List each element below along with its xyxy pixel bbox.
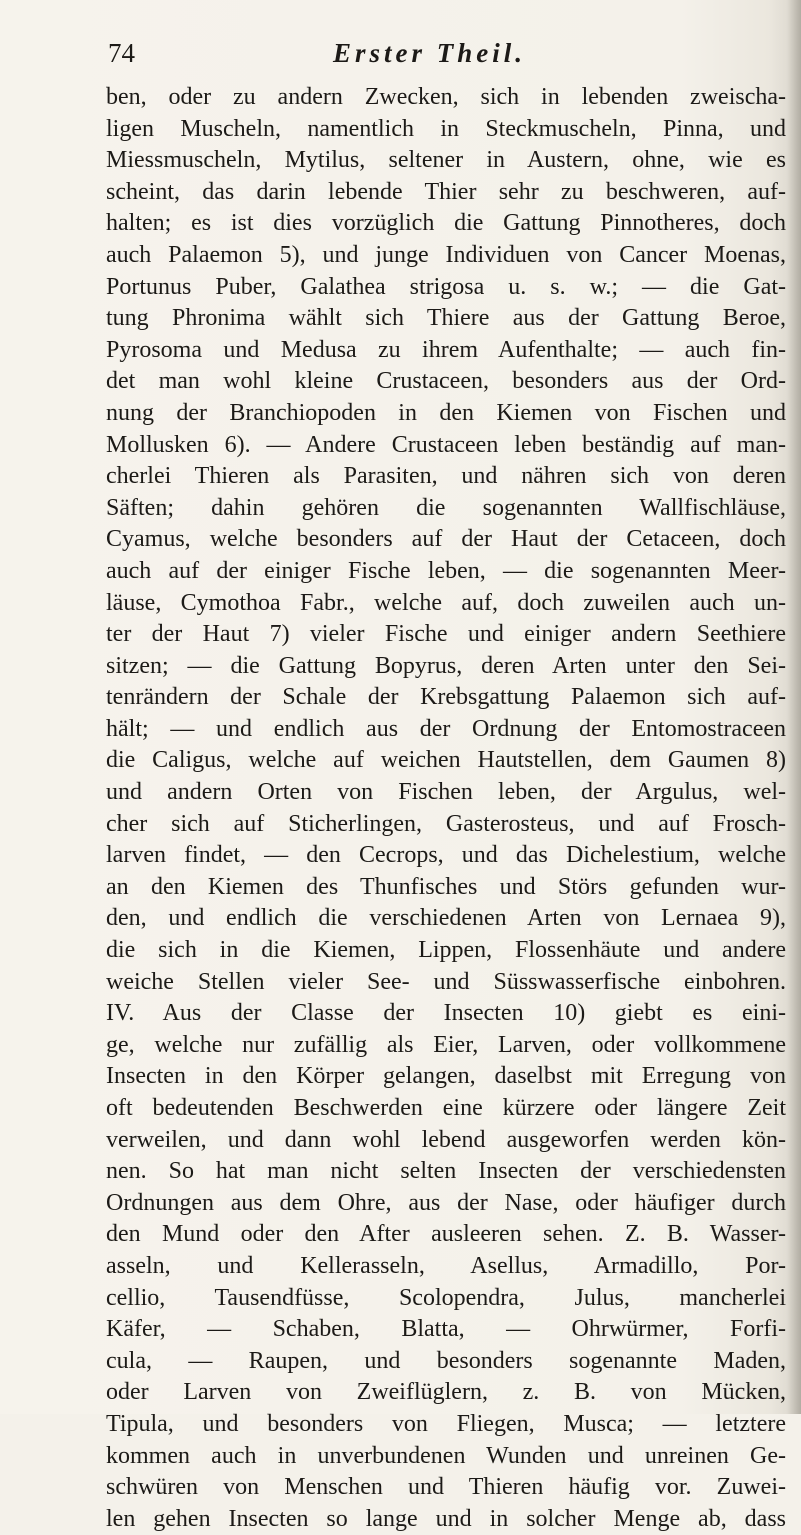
text-line: oder Larven von Zweiflüglern, z. B. von Mücken, <box>106 1379 786 1406</box>
text-line: det man wohl kleine Crustaceen, besonders aus der Ord- <box>106 368 786 395</box>
text-line: oft bedeutenden Beschwerden eine kürzere oder längere Zeit <box>106 1095 786 1121</box>
text-line: verweilen, und dann wohl lebend ausgeworfen werden kön- <box>106 1126 786 1153</box>
text-line: cula, — Raupen, und besonders sogenannte Maden, <box>106 1347 786 1374</box>
text-line: den Mund oder den After ausleeren sehen. Z. B. Wasser- <box>106 1221 786 1248</box>
text-line: an den Kiemen des Thunfisches und Störs gefunden wur- <box>106 873 786 900</box>
text-line: Tipula, und besonders von Fliegen, Musca; — letztere <box>106 1410 786 1437</box>
page-header <box>108 38 708 78</box>
text-line: cellio, Tausendfüsse, Scolopendra, Julus, mancherlei <box>106 1284 786 1311</box>
text-line: tenrändern der Schale der Krebsgattung Palaemon sich auf- <box>106 684 786 711</box>
text-line: scheint, das darin lebende Thier sehr zu beschweren, auf- <box>106 178 786 205</box>
text-line: tung Phronima wählt sich Thiere aus der Gattung Beroe, <box>106 305 786 332</box>
text-line: len gehen Insecten so lange und in solcher Menge ab, dass <box>106 1505 786 1532</box>
text-line: Käfer, — Schaben, Blatta, — Ohrwürmer, Forfi- <box>106 1316 786 1343</box>
text-line: Cyamus, welche besonders auf der Haut der Cetaceen, doch <box>106 526 786 553</box>
text-line: Portunus Puber, Galathea strigosa u. s. w.; — die Gat- <box>106 273 786 300</box>
text-line: hält; — und endlich aus der Ordnung der Entomostraceen <box>106 715 786 742</box>
text-line: schwüren von Menschen und Thieren häufig vor. Zuwei- <box>106 1474 786 1501</box>
text-line: IV. Aus der Classe der Insecten 10) giebt es eini- <box>106 1000 786 1027</box>
text-line: asseln, und Kellerasseln, Asellus, Armadillo, Por- <box>106 1252 786 1279</box>
text-line: ligen Muscheln, namentlich in Steckmuscheln, Pinna, und <box>106 115 786 142</box>
text-line: sitzen; — die Gattung Bopyrus, deren Arten unter den Sei- <box>106 652 786 679</box>
text-line: Säften; dahin gehören die sogenannten Wallfischläuse, <box>106 494 786 521</box>
text-line: ben, oder zu andern Zwecken, sich in lebenden zweischa- <box>106 84 786 110</box>
text-line: kommen auch in unverbundenen Wunden und unreinen Ge- <box>106 1442 786 1469</box>
text-line: auch auf der einiger Fische leben, — die sogenannten Meer- <box>106 557 786 584</box>
text-line: ter der Haut 7) vieler Fische und einiger andern Seethiere <box>106 621 786 648</box>
text-line: weiche Stellen vieler See- und Süsswasserfische einbohren. <box>106 968 786 995</box>
text-line: halten; es ist dies vorzüglich die Gattung Pinnotheres, doch <box>106 210 786 237</box>
text-line: larven findet, — den Cecrops, und das Dichelestium, welche <box>106 842 786 869</box>
text-line: die sich in die Kiemen, Lippen, Flossenhäute und andere <box>106 937 786 964</box>
page-number: 74 <box>108 38 135 68</box>
text-line: auch Palaemon 5), und junge Individuen von Cancer Moenas, <box>106 241 786 268</box>
text-line: Ordnungen aus dem Ohre, aus der Nase, oder häufiger durch <box>106 1189 786 1216</box>
text-line: cherlei Thieren als Parasiten, und nähren sich von deren <box>106 463 786 490</box>
text-line: läuse, Cymothoa Fabr., welche auf, doch zuweilen auch un- <box>106 589 786 616</box>
text-line: den, und endlich die verschiedenen Arten von Lernaea 9), <box>106 905 786 932</box>
text-line: ge, welche nur zufällig als Eier, Larven, oder vollkommene <box>106 1031 786 1058</box>
running-head: Erster Theil. <box>333 38 527 68</box>
text-line: Pyrosoma und Medusa zu ihrem Aufenthalte; — auch fin- <box>106 336 786 363</box>
text-line: cher sich auf Sticherlingen, Gasterosteus, und auf Frosch- <box>106 810 786 837</box>
text-line: Insecten in den Körper gelangen, daselbst mit Erregung von <box>106 1063 786 1090</box>
text-line: nen. So hat man nicht selten Insecten der verschiedensten <box>106 1158 786 1185</box>
body-text <box>106 82 786 1535</box>
text-line: nung der Branchiopoden in den Kiemen von Fischen und <box>106 399 786 426</box>
page-edge-shadow <box>787 0 801 1414</box>
text-line: die Caligus, welche auf weichen Hautstellen, dem Gaumen 8) <box>106 747 786 774</box>
text-line: Miessmuscheln, Mytilus, seltener in Austern, ohne, wie es <box>106 147 786 174</box>
text-line: und andern Orten von Fischen leben, der Argulus, wel- <box>106 779 786 806</box>
text-line: Mollusken 6). — Andere Crustaceen leben beständig auf man- <box>106 431 786 458</box>
